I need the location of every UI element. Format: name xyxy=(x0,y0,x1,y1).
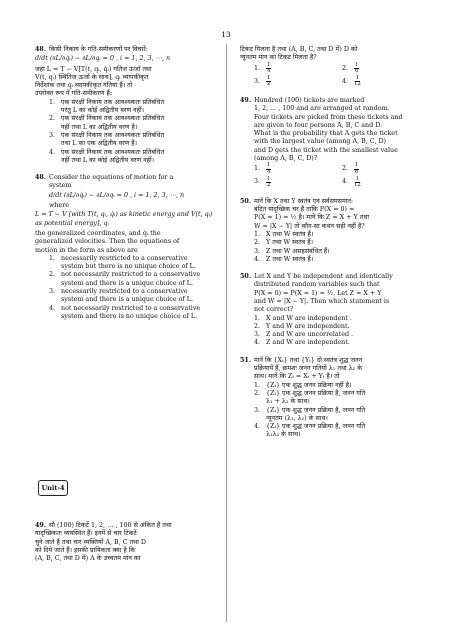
options-list xyxy=(240,315,430,348)
option-1: 1. {Zₜ} एक शुद्ध जनन प्रक्रिया नहीं है। xyxy=(254,381,352,389)
option-3: 3. Z and W are uncorrelated . xyxy=(254,331,354,339)
option-2: 2. एक संरक्षी निकाय तक आवश्यकतः प्रतिबंधित नहीं तथा L का अद्वितीय वरण है। xyxy=(49,115,165,131)
option-1: 1. एक संरक्षी निकाय तक आवश्यकतः प्रतिबंधित परंतु L का कोई अद्वितीय वरण नहीं। xyxy=(49,98,165,115)
lagrangian-definition: L = T − V [with T(t, qᵢ, q̇ᵢ) as kinetic energy and V(t, qᵢ) as potential energy], qᵢ xyxy=(35,211,213,227)
question-text: P(X = 1) = ½ है। मानें कि Z = X + Y तथा xyxy=(254,214,370,222)
option-1: 1. $\frac{1}{4}$ xyxy=(254,162,271,175)
question-text: जहां L = T − V[T(t, qᵢ, q̇ᵢ) गतिज ऊर्जा तथा xyxy=(35,65,152,73)
option-4: 4. Z and W are independent. xyxy=(254,339,350,347)
option-4: 4. $\frac{1}{12}$ xyxy=(342,175,361,189)
question-number: 51. xyxy=(240,356,252,364)
question-text: and W = |X − Y|. Then which statement is xyxy=(254,297,390,305)
question-number: 48. xyxy=(35,46,47,53)
option-3: 3. necessarily restricted to a conservative system and there is a unique choice of L. xyxy=(49,288,194,304)
options-list xyxy=(240,163,430,188)
options-list xyxy=(240,63,430,88)
question-text: generalized velocities. Then the equations of xyxy=(35,238,180,246)
equation-of-motion: d/dt (∂L/∂q̇ᵢ) − ∂L/∂qᵢ = 0 , i = 1, 2, 3, ⋯, n xyxy=(49,191,185,199)
question-51-hindi xyxy=(240,357,430,440)
option-4: 4. not necessarily restricted to a conservative system and there is no unique choice of L. xyxy=(49,304,201,320)
equation-of-motion: d/dt (∂L/∂q̇ᵢ) − ∂L/∂qᵢ = 0 , i = 1, 2, 3, ⋯, n xyxy=(35,55,171,63)
question-text: with the largest value (among A, B, C, D) xyxy=(254,138,387,146)
question-text: चुने जाते हैं तथा चार व्यक्तियों A, B, C तथा D xyxy=(35,538,146,546)
page-number: 13 xyxy=(221,30,231,39)
option-1: 1. X तथा W स्वतंत्र हैं। xyxy=(254,230,314,238)
question-text: the generalized coordinates, and q̇ᵢ the xyxy=(35,229,161,237)
option-3: 3. {Zₜ} एक शुद्ध जनन प्रक्रिया है, जनन गति न्यूनतम (λ₁, λ₂) के साथ। xyxy=(254,406,366,422)
question-text: निर्देशांक तथा q̇ᵢ व्यापकीकृत गतियां हैं। तो xyxy=(35,82,133,90)
question-text: distributed random variables such that xyxy=(254,281,380,289)
question-text: W = |X − Y| तो कौन-सा कथन सही नहीं है? xyxy=(254,222,365,230)
option-1: 1. $\frac{1}{4}$ xyxy=(254,61,271,75)
question-text: What is the probability that A gets the ticket xyxy=(254,130,398,138)
question-text: system xyxy=(49,182,72,190)
question-number: 49. xyxy=(240,96,252,104)
option-3: 3. $\frac{1}{2}$ xyxy=(254,74,271,88)
left-column xyxy=(35,46,218,321)
option-3: 3. एक संरक्षी निकाय तक आवश्यकतः प्रतिबंधित तथा L का एक अद्वितीय वरण है। xyxy=(49,131,165,148)
question-49-hindi-continued xyxy=(240,46,430,88)
question-text: साथ। मानें कि Zₜ = Xₜ + Yₜ है। तो xyxy=(254,373,340,381)
option-3: 3. $\frac{1}{2}$ xyxy=(254,175,271,189)
question-text: बंटित यादृच्छिक चर हैं ताकि P(X = 0) = xyxy=(254,206,355,214)
question-text: Consider the equations of motion for a xyxy=(49,174,174,182)
option-4: 4. $\frac{1}{12}$ xyxy=(342,74,361,88)
options-list xyxy=(35,255,218,321)
option-1: 1. necessarily restricted to a conservative system but there is no unique choice of L. xyxy=(49,254,196,271)
question-text: सौ (100) टिकटें 1, 2, … , 100 से अंकित हैं तथा xyxy=(49,522,172,529)
question-text: टिकट मिलता है तथा (A, B, C, तथा D में) D को xyxy=(240,46,358,53)
right-column xyxy=(240,46,430,440)
question-text: not correct? xyxy=(254,306,294,314)
question-text: प्रक्रियायें हैं, क्रमशः जनन गतियों λ₁ तथा λ₂ के xyxy=(254,365,363,373)
question-text: किसी निकाय के गति-समीकरणों पर विचारें: xyxy=(49,46,148,53)
question-text: where xyxy=(49,202,70,210)
option-3: 3. Z तथा W असहसंबंधित हैं। xyxy=(254,247,330,255)
options-list xyxy=(240,231,430,264)
question-text: उपरोक्त रूप में गति-समीकरण हैं: xyxy=(35,90,112,98)
question-number: 50. xyxy=(240,273,252,281)
question-text: and D gets the ticket with the smallest value xyxy=(254,146,398,154)
question-text: Four tickets are picked from these tickets and xyxy=(254,113,403,121)
question-text: मानें कि {Xₜ} तथा {Yₜ} दो स्वतंत्र शुद्ध जनन xyxy=(254,356,363,364)
option-2: 2. {Zₜ} एक शुद्ध जनन प्रक्रिया है, जनन गति λ₁ + λ₂ के साथ। xyxy=(254,389,366,406)
question-text: Let X and Y be independent and identically xyxy=(254,273,393,281)
options-list xyxy=(35,99,218,165)
option-2: 2. $\frac{1}{6}$ xyxy=(342,61,359,75)
question-text: (among A, B, C, D)? xyxy=(254,155,318,163)
option-2: 2. Y and W are independent. xyxy=(254,322,350,330)
option-4: 4. {Zₜ} एक शुद्ध जनन प्रक्रिया है, जनन गति λ₁λ₂ के साथ। xyxy=(254,423,366,439)
question-50-hindi xyxy=(240,198,430,264)
question-number: 49. xyxy=(35,522,47,529)
question-text: को दिये जाते हैं। इसकी प्रायिकता क्या है कि xyxy=(35,546,136,554)
question-49-hindi xyxy=(35,522,218,563)
option-2: 2. not necessarily restricted to a conservative system and there is a unique choice of L. xyxy=(49,271,201,287)
question-text: Hundred (100) tickets are marked xyxy=(254,96,365,104)
question-number: 50. xyxy=(240,197,252,205)
option-4: 4. Z तथा W स्वतंत्र हैं। xyxy=(254,255,314,263)
question-text: P(X = 0) = P(X = 1) = ½. Let Z = X + Y xyxy=(254,289,382,297)
column-divider xyxy=(226,44,227,622)
question-text: मानें कि X तथा Y स्वतंत्र एवं सर्वसमसमान: xyxy=(254,197,354,205)
question-48-english xyxy=(35,174,218,321)
question-48-hindi xyxy=(35,46,218,165)
option-2: 2. $\frac{1}{6}$ xyxy=(342,162,359,175)
question-text: न्यूनतम मान का टिकट मिलता है? xyxy=(240,54,317,62)
option-2: 2. Y तथा W स्वतंत्र हैं। xyxy=(254,239,313,247)
option-1: 1. X and W are independent . xyxy=(254,314,352,322)
question-text: V(t, qᵢ) स्थितिज ऊर्जा के साथ], qᵢ व्यापकीकृत xyxy=(35,73,149,81)
question-number: 48. xyxy=(35,174,47,182)
question-text: यादृच्छिकतः व्यवस्थित हैं। इनमें से चार टिकटें xyxy=(35,530,137,538)
question-text: are given to four persons A, B, C and D. xyxy=(254,121,383,129)
question-text: motion in the form as above are xyxy=(35,246,138,254)
unit-label: Unit-4 xyxy=(38,480,68,496)
option-4: 4. एक संरक्षी निकाय तक आवश्यकतः प्रतिबंधित नहीं तथा L का कोई अद्वितीय वरण नहीं। xyxy=(49,148,165,164)
options-list xyxy=(240,382,430,440)
question-50-english xyxy=(240,273,430,348)
question-text: (A, B, C, तथा D में) A के उच्चतम मान का xyxy=(35,555,141,563)
question-text: 1, 2, ... , 100 and are arranged at random. xyxy=(254,105,390,113)
question-49-english xyxy=(240,97,430,189)
